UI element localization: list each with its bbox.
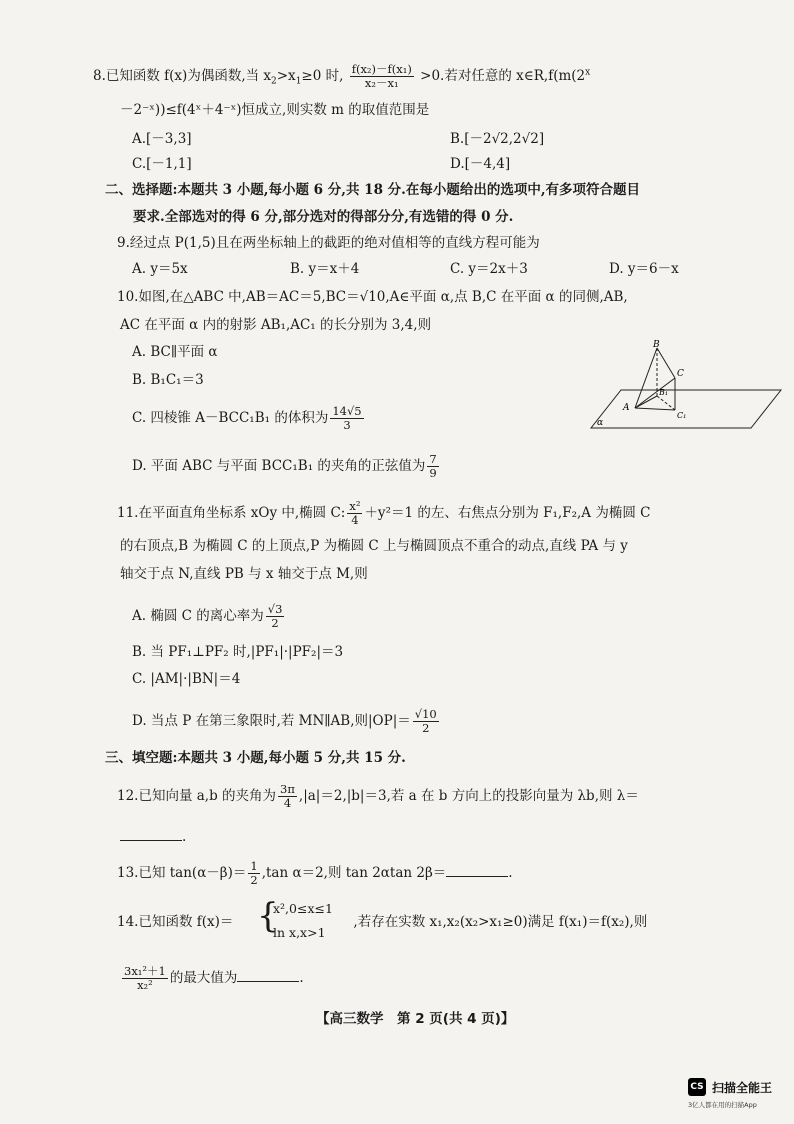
q14-answer-blank[interactable] [237,969,299,982]
q12-end: . [182,829,187,845]
q11-a-fraction [266,603,285,630]
q13-text-post: ,tan α＝2,则 tan 2αtan 2β＝ [261,865,447,881]
label-alpha: α [597,418,604,428]
q8-option-d: D.[－4,4] [450,156,511,172]
q10-c-text: C. 四棱锥 A－BCC₁B₁ 的体积为 [132,410,329,426]
q12-den: 4 [283,796,292,810]
label-b1: B₁ [659,388,669,397]
q11-d-fraction [413,708,439,735]
q11-text-a: 11.在平面直角坐标系 xOy 中,椭圆 C: [117,505,346,521]
q12-fraction [278,783,297,810]
q14-den: x₂² [137,978,153,992]
q9-option-d: D. y＝6－x [609,261,679,277]
label-c: C [677,369,684,379]
q12-text-post: ,|a|＝2,|b|＝3,若 a 在 b 方向上的投影向量为 λb,则 λ＝ [298,788,639,804]
q8-fraction [350,63,414,90]
q8-line2: －2⁻ˣ))≤f(4ˣ＋4⁻ˣ)恒成立,则实数 m 的取值范围是 [120,102,430,118]
q9-option-c: C. y＝2x＋3 [450,261,528,277]
q11-option-d [132,708,441,735]
q14-case1: x²,0≤x≤1 [273,901,333,916]
camscanner-name: 扫描全能王 [712,1081,773,1095]
q11-frac-num: x² [349,499,361,513]
q9-stem: 9.经过点 P(1,5)且在两坐标轴上的截距的绝对值相等的直线方程可能为 [117,235,540,251]
q9-option-a: A. y＝5x [132,261,188,277]
q11-d-num: √10 [414,707,437,721]
q11-frac-den: 4 [351,513,359,527]
q8-text-c: >0.若对任意的 x∈R,f(m(2 [420,68,586,84]
q12-answer [120,828,186,846]
edge-ab [635,348,657,408]
edge-ac1 [635,408,675,410]
section2-heading-2: 要求.全部选对的得 6 分,部分选对的得部分分,有选错的得 0 分. [133,209,514,225]
q8-line1: 8.已知函数 f(x)为偶函数,当 $x_2>x_1\ge 0$ 时, $\frac{\text{f(x₂)－f(x₁)}}{\text{x₂－x₁}}$ >0.若对任意的 x∈R,f(m(2$^x$ [93,62,591,90]
q11-text-b: ＋y²＝1 的左、右焦点分别为 F₁,F₂,A 为椭圆 C [364,505,651,521]
q8-frac-num: f(x₂)－f(x₁) [351,62,412,76]
q14-case2: ln x,x>1 [273,925,326,940]
edge-b1c1 [657,396,675,410]
q12-line1 [117,783,639,810]
q11-line2: 的右顶点,B 为椭圆 C 的上顶点,P 为椭圆 C 上与椭圆顶点不重合的动点,直线 PA 与 y [120,538,628,554]
q14-line1 [117,913,647,931]
q10-d-num: 7 [429,452,437,466]
section3-heading: 三、填空题:本题共 3 小题,每小题 5 分,共 15 分. [105,750,406,766]
q8-text-a: 8.已知函数 f(x)为偶函数,当 x [93,68,272,84]
camscanner-logo-icon: CS [688,1078,706,1096]
q8-option-b: B.[－2√2,2√2] [450,131,545,147]
camscanner-tagline: 3亿人都在用的扫描App [688,1101,757,1109]
q8-frac-den: x₂－x₁ [364,76,399,90]
plane-alpha [591,390,781,428]
q10-figure [585,338,785,438]
q10-c-fraction [330,405,363,432]
label-c1: C₁ [677,411,687,420]
q10-option-b: B. B₁C₁＝3 [132,372,204,388]
q10-c-den: 3 [343,418,351,432]
q11-line3: 轴交于点 N,直线 PB 与 x 轴交于点 M,则 [120,566,368,582]
q12-text-pre: 12.已知向量 a,b 的夹角为 [117,788,277,804]
q13-fraction [248,860,259,887]
q14-fraction [122,965,168,992]
q13-den: 2 [250,873,258,887]
q11-a-num: √3 [267,602,283,616]
q13-end: . [508,865,513,881]
section2-heading: 二、选择题:本题共 3 小题,每小题 6 分,共 18 分.在每小题给出的选项中,有多项符合题目 [105,182,641,198]
q14-text-post: ,若存在实数 x₁,x₂(x₂>x₁≥0)满足 f(x₁)＝f(x₂),则 [353,914,648,930]
q11-fraction [347,500,362,527]
q10-option-a: A. BC∥平面 α [132,344,218,360]
edge-bc [657,348,675,378]
q10-d-text: D. 平面 ABC 与平面 BCC₁B₁ 的夹角的正弦值为 [132,458,426,474]
q11-option-b: B. 当 PF₁⊥PF₂ 时,|PF₁|·|PF₂|＝3 [132,644,344,660]
q8-option-a: A.[－3,3] [132,131,192,147]
q11-d-text: D. 当点 P 在第三象限时,若 MN∥AB,则|OP|＝ [132,713,411,729]
q11-d-den: 2 [422,721,430,735]
q14-num: 3x₁²＋1 [124,964,166,978]
q12-num: 3π [280,782,295,796]
q13-num: 1 [250,859,258,873]
q14-line2 [120,965,304,992]
q14-text-pre: 14.已知函数 f(x)＝ [117,914,234,930]
q10-d-fraction [427,453,438,480]
q9-option-b: B. y＝x＋4 [290,261,360,277]
label-a: A [623,403,630,413]
q10-line2: AC 在平面 α 内的射影 AB₁,AC₁ 的长分别为 3,4,则 [120,317,432,333]
q14-end: . [299,970,304,986]
q10-option-c [132,405,366,432]
q8-text-b: ≥0 时, [301,68,344,84]
q10-d-den: 9 [429,466,437,480]
q13-text-pre: 13.已知 tan(α－β)＝ [117,865,247,881]
q13-line [117,860,513,887]
page-footer: 【高三数学 第 2 页(共 4 页)】 [316,1011,515,1027]
q11-a-text: A. 椭圆 C 的离心率为 [132,608,264,624]
label-b: B [653,340,660,350]
q11-a-den: 2 [271,616,279,630]
q14-tail: 的最大值为 [169,970,238,986]
q10-option-d [132,453,441,480]
q8-option-c: C.[－1,1] [132,156,192,172]
q12-answer-blank[interactable] [120,828,182,841]
q10-line1: 10.如图,在△ABC 中,AB＝AC＝5,BC＝√10,A∈平面 α,点 B,C 在平面 α 的同侧,AB, [117,289,628,305]
q14-brace: { [257,896,279,936]
q11-option-a [132,603,286,630]
q13-answer-blank[interactable] [446,864,508,877]
q11-option-c: C. |AM|·|BN|＝4 [132,671,241,687]
q10-c-num: 14√5 [332,404,362,418]
q11-line1 [117,500,650,527]
